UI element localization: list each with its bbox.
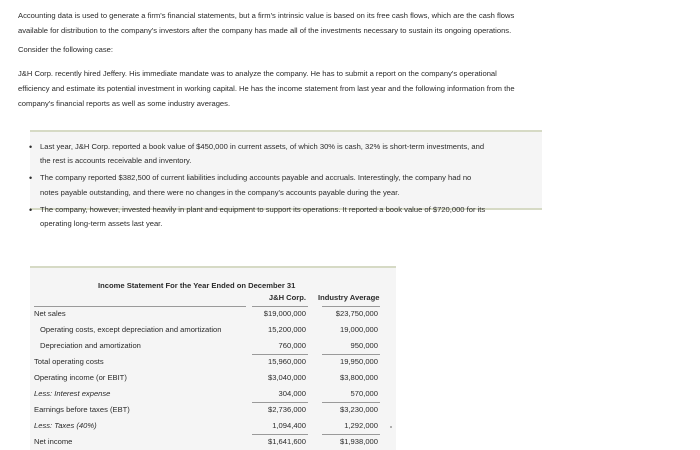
consider-label: Consider the following case: (18, 45, 113, 54)
case-paragraph (18, 66, 690, 111)
table-row: Net sales $19,000,000 $23,750,000 (34, 309, 378, 318)
case-line-3: company's financial reports as well as some industry averages. (18, 99, 231, 108)
income-statement-table (30, 266, 396, 450)
column-header-jh: J&H Corp. (268, 293, 306, 302)
bullet-item: • The company, however, invested heavily in plant and equipment to support its operations. It reported a book value of $720,000 for its operating long-term assets last year. (30, 203, 540, 231)
info-bullet-list (30, 140, 540, 234)
table-row: Total operating costs 15,960,000 19,950,000 (34, 357, 378, 366)
bullet-item: • Last year, J&H Corp. reported a book value of $450,000 in current assets, of which 30% is cash, 32% is short-term investments, and the rest is accounts receivable and inventory. (30, 140, 540, 168)
case-line-1: J&H Corp. recently hired Jeffery. His immediate mandate was to analyze the company. He has to submit a report on the company's operational (18, 69, 497, 78)
column-header-industry: Industry Average (318, 293, 380, 302)
case-line-2: efficiency and estimate its potential investment in working capital. He has the income statement from last year and the following information from the (18, 84, 515, 93)
table-row: Earnings before taxes (EBT) $2,736,000 $3,230,000 (34, 405, 378, 414)
decorative-dot (390, 426, 392, 428)
table-title: Income Statement For the Year Ended on December 31 (98, 281, 296, 290)
table-row: Less: Taxes (40%) 1,094,400 1,292,000 (34, 421, 378, 430)
intro-line-1: Accounting data is used to generate a firm's financial statements, but a firm's intrinsic value is based on its free cash flows, which are the cash flows (18, 11, 515, 20)
table-row: Net income $1,641,600 $1,938,000 (34, 437, 378, 446)
table-row: Less: Interest expense 304,000 570,000 (34, 389, 378, 398)
table-header-row (30, 290, 396, 306)
table-row: Operating costs, except depreciation and amortization 15,200,000 19,000,000 (40, 325, 378, 334)
table-row: Depreciation and amortization 760,000 950,000 (40, 341, 378, 350)
intro-line-2: available for distribution to the company's investors after the company has made all of the investments necessary to sustain its ongoing operations. (18, 26, 512, 35)
table-row: Operating income (or EBIT) $3,040,000 $3,800,000 (34, 373, 378, 382)
bullet-item: • The company reported $382,500 of current liabilities including accounts payable and accruals. Interestingly, the company had no notes payable outstanding, and there were no changes in the company's accounts payable during the year. (30, 171, 540, 199)
intro-paragraph (18, 8, 690, 38)
